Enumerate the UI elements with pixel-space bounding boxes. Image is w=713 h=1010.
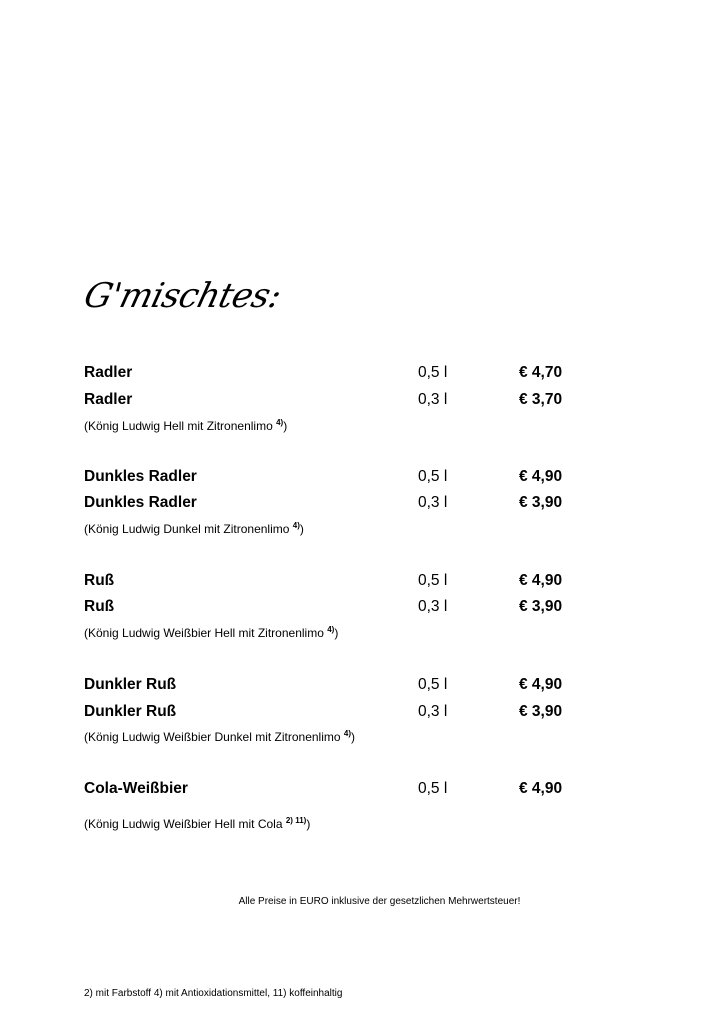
item-price: € 4,90 (519, 572, 563, 589)
menu-item-row (0, 570, 713, 594)
item-volume: 0,3 l (418, 703, 448, 720)
menu-item-row (0, 389, 713, 413)
menu-item-row (0, 596, 713, 620)
item-volume: 0,5 l (418, 572, 448, 589)
item-price: € 4,90 (519, 780, 563, 797)
item-volume: 0,5 l (418, 676, 448, 693)
item-description: (König Ludwig Hell mit Zitronenlimo $^{4)}$) (84, 418, 288, 433)
item-price: € 4,90 (519, 676, 563, 693)
item-name: Radler (84, 391, 133, 408)
item-volume: 0,3 l (418, 494, 448, 511)
footnote-ref: 4) (343, 729, 352, 738)
item-price: € 3,90 (519, 494, 563, 511)
item-name: Ruß (84, 598, 115, 615)
item-volume: 0,5 l (418, 468, 448, 485)
item-description: (König Ludwig Dunkel mit Zitronenlimo $^{4)}$) (84, 521, 304, 536)
item-name: Dunkles Radler (84, 468, 197, 485)
footnote-ref: 4) (292, 521, 300, 530)
menu-item-row (0, 674, 713, 698)
item-description: (König Ludwig Weißbier Dunkel mit Zitronenlimo $^{4)}$) (84, 729, 356, 744)
item-name: Radler (84, 364, 133, 381)
item-volume: 0,3 l (418, 598, 448, 615)
footnote-ref: 4) (327, 625, 335, 634)
additives-footnote: 2) mit Farbstoff 4) mit Antioxidationsmittel, 11) koffeinhaltig (84, 988, 343, 999)
menu-item-row (0, 362, 713, 386)
footnote-ref: 4) (276, 418, 284, 427)
item-name: Dunkler Ruß (84, 676, 177, 693)
vat-note: Alle Preise in EURO inklusive der gesetzlichen Mehrwertsteuer! (238, 896, 521, 907)
item-description: (König Ludwig Weißbier Hell mit Zitronenlimo $^{4)}$) (84, 625, 339, 640)
item-price: € 4,90 (519, 468, 563, 485)
item-description: (König Ludwig Weißbier Hell mit Cola $^{2) 11)}$) (84, 816, 311, 831)
menu-item-row (0, 492, 713, 516)
item-price: € 4,70 (519, 364, 563, 381)
item-price: € 3,90 (519, 703, 563, 720)
menu-item-row (0, 778, 713, 802)
item-price: € 3,70 (519, 391, 563, 408)
menu-item-row (0, 466, 713, 490)
item-name: Cola-Weißbier (84, 780, 188, 797)
footnote-ref: 2) 11) (285, 816, 307, 825)
item-volume: 0,3 l (418, 391, 448, 408)
item-name: Dunkler Ruß (84, 703, 177, 720)
item-name: Dunkles Radler (84, 494, 197, 511)
menu-item-row (0, 701, 713, 725)
item-volume: 0,5 l (418, 780, 448, 797)
item-price: € 3,90 (519, 598, 563, 615)
section-heading: G'mischtes: (80, 276, 286, 316)
item-volume: 0,5 l (418, 364, 448, 381)
item-name: Ruß (84, 572, 115, 589)
